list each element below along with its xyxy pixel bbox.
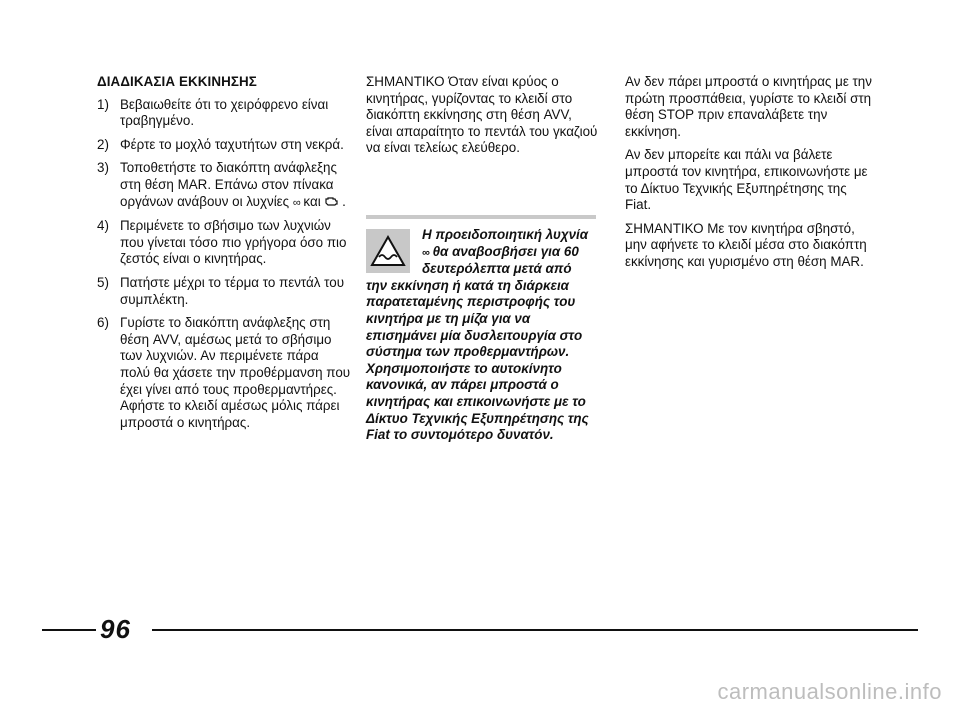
step-text: Τοποθετήστε το διακόπτη ανάφλεξης στη θέση MAR. Επάνω στον πίνακα οργάνων ανάβουν οι λυχνίες (120, 160, 337, 209)
important-note-column (366, 74, 598, 164)
watermark: carmanualsonline.info (717, 679, 942, 704)
glow-plug-icon: ∞ (292, 196, 300, 209)
step-number: 6) (97, 315, 109, 331)
paragraph: Αν δεν πάρει μπροστά ο κινητήρας με την πρώτη προσπάθεια, γυρίστε το κλειδί στη θέση STOP πριν επαναλάβετε την εκκίνηση. (625, 74, 872, 139)
step-number: 3) (97, 160, 109, 176)
retry-column (625, 74, 875, 278)
warning-text: Η προειδοποιητική λυχνία (422, 227, 589, 242)
page-number: 96 (100, 614, 131, 644)
start-procedure-column (97, 74, 352, 438)
step-4 (97, 218, 352, 268)
step-6 (97, 315, 352, 431)
step-number: 1) (97, 96, 109, 112)
step-text-end: . (342, 193, 346, 209)
important-note: ΣΗΜΑΝΤΙΚΟ Όταν είναι κρύος ο κινητήρας, γυρίζοντας το κλειδί στο διακόπτη εκκίνησης στη θέση AVV, είναι απαραίτητο το πεντάλ του γκαζιού να είναι τελείως ελεύθερο. (366, 74, 598, 156)
step-text: Γυρίστε το διακόπτη ανάφλεξης στη θέση AVV, αμέσως μετά το σβήσιμο των λυχνιών. Αν περιμένετε πάρα πολύ θα χάσετε την προθέρμανση που έχει γίνει από τους προθερμαντήρες. Αφήστε το κλειδί αμέσως μόλις πάρει μπροστά ο κινητήρας. (120, 315, 351, 430)
step-text: Βεβαιωθείτε ότι το χειρόφρενο είναι τραβηγμένο. (120, 96, 329, 129)
footer-rule-right (152, 629, 918, 631)
step-text: Φέρτε το μοχλό ταχυτήτων στη νεκρά. (120, 136, 344, 152)
glow-plug-icon: ∞ (422, 246, 429, 259)
step-text-conjunction: και (303, 193, 321, 209)
step-number: 2) (97, 136, 109, 152)
step-1 (97, 97, 352, 130)
paragraph: Αν δεν μπορείτε και πάλι να βάλετε μπροστά τον κινητήρα, επικοινωνήστε με το Δίκτυο Τεχνικής Εξυπηρέτησης της Fiat. (625, 147, 868, 213)
step-number: 4) (97, 218, 109, 234)
step-3 (97, 160, 352, 211)
paragraph: ΣΗΜΑΝΤΙΚΟ Με τον κινητήρα σβηστό, μην αφήνετε το κλειδί μέσα στο διακόπτη εκκίνησης και γυρισμένο στη θέση MAR. (625, 220, 867, 269)
engine-fault-icon (324, 194, 342, 209)
step-text: Πατήστε μέχρι το τέρμα το πεντάλ του συμπλέκτη. (120, 274, 345, 307)
step-text: Περιμένετε το σβήσιμο των λυχνιών που γίνεται τόσο πιο γρήγορα όσο πιο ζεστός είναι ο κινητήρας. (120, 218, 347, 267)
warning-triangle-icon (366, 229, 410, 273)
section-heading: ΔΙΑΔΙΚΑΣΙΑ ΕΚΚΙΝΗΣΗΣ (97, 74, 257, 89)
step-number: 5) (97, 274, 109, 290)
warning-text-continued: θα αναβοσβήσει για 60 δευτερόλεπτα μετά από την εκκίνηση ή κατά τη διάρκεια παρατεταμένης περιστροφής του κινητήρα με τη μίζα για να επισημάνει μία δυσλειτουργία στο σύστημα των προθερμαντήρων. Χρησιμοποιήστε το αυτοκίνητο κανονικά, αν πάρει μπροστά ο κινητήρας και επικοινωνήστε με το Δίκτυο Τεχνικής Εξυπηρέτησης της Fiat το συντομότερο δυνατόν. (366, 243, 589, 443)
step-2 (97, 137, 352, 154)
step-5 (97, 275, 352, 308)
footer-rule-left (42, 629, 96, 631)
warning-box (366, 215, 596, 444)
